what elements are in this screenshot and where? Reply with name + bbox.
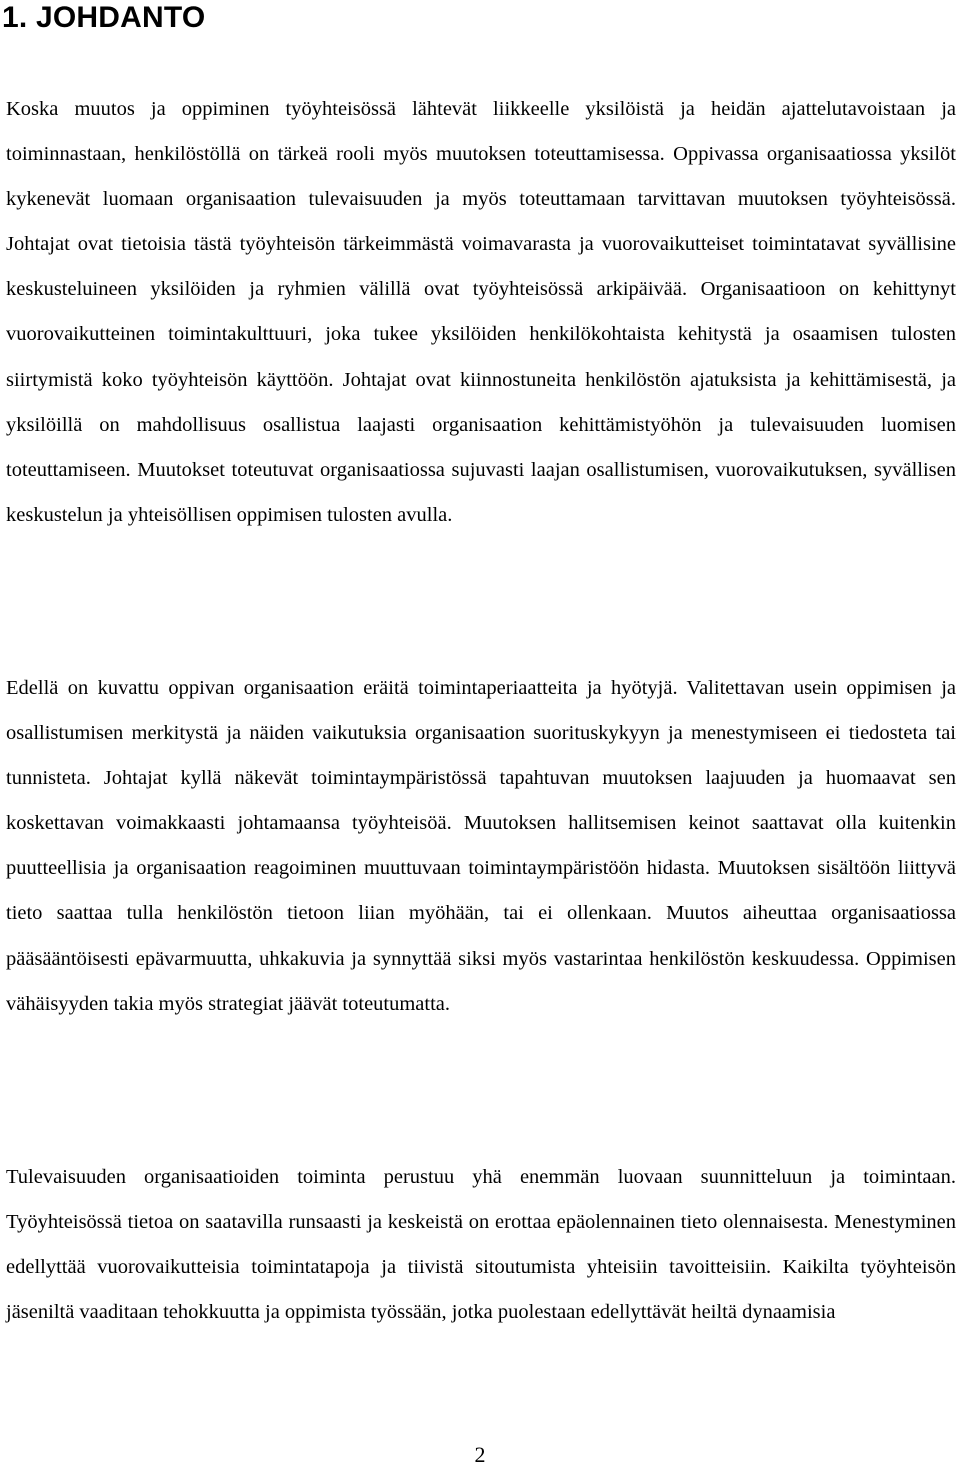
paragraph-1: Koska muutos ja oppiminen työyhteisössä lähtevät liikkeelle yksilöistä ja heidän ajattelutavoistaan ja toiminnastaan, henkilöstöllä on tärkeä rooli myös muutoksen toteuttamisessa. Oppivassa organisaatiossa yksilöt kykenevät luomaan organisaation tulevaisuuden ja myös toteuttamaan tarvittavan muutoksen työyhteisössä. Johtajat ovat tietoisia tästä työyhteisön tärkeimmästä voimavarasta ja vuorovaikutteiset toimintatavat syvällisine keskusteluineen yksilöiden ja ryhmien välillä ovat työyhteisössä arkipäivää. Organisaatioon on kehittynyt vuorovaikutteinen toimintakulttuuri, joka tukee yksilöiden henkilökohtaista kehitystä ja osaamisen tulosten siirtymistä koko työyhteisön käyttöön. Johtajat ovat kiinnostuneita henkilöstön ajatuksista ja kehittämisestä, ja yksilöillä on mahdollisuus osallistua laajasti organisaation kehittämistyöhön ja tulevaisuuden luomisen toteuttamiseen. Muutokset toteutuvat organisaatiossa sujuvasti laajan osallistumisen, vuorovaikutuksen, syvällisen keskustelun ja yhteisöllisen oppimisen tulosten avulla. <box>6 98 956 526</box>
paragraph-3: Tulevaisuuden organisaatioiden toiminta perustuu yhä enemmän luovaan suunnitteluun ja toimintaan. Työyhteisössä tietoa on saatavilla runsaasti ja keskeistä on erottaa epäolennainen tieto olennaisesta. Menestyminen edellyttää vuorovaikutteisia toimintatapoja ja tiivistä sitoutumista yhteisiin tavoitteisiin. Kaikilta työyhteisön jäseniltä vaaditaan tehokkuutta ja oppimista työssään, jotka puolestaan edellyttävät heiltä dynaamisia <box>6 1166 956 1324</box>
chapter-heading: 1. JOHDANTO <box>2 1 206 34</box>
page-number: 2 <box>474 1442 486 1467</box>
paragraph-2: Edellä on kuvattu oppivan organisaation eräitä toimintaperiaatteita ja hyötyjä. Valitettavan usein oppimisen ja osallistumisen merkitystä ja näiden vaikutuksia organisaation suorituskykyyn ja menestymiseen ei tiedosteta tai tunnisteta. Johtajat kyllä näkevät toimintaympäristössä tapahtuvan muutoksen laajuuden ja huomaavat sen koskettavan voimakkaasti johtamaansa työyhteisöä. Muutoksen hallitsemisen keinot saattavat olla kuitenkin puutteellisia ja organisaation reagoiminen muuttuvaan toimintaympäristöön hidasta. Muutoksen sisältöön liittyvä tieto saattaa tulla henkilöstön tietoon liian myöhään, tai ei ollenkaan. Muutos aiheuttaa organisaatiossa pääsääntöisesti epävarmuutta, uhkakuvia ja synnyttää siksi myös vastarintaa henkilöstön keskuudessa. Oppimisen vähäisyyden takia myös strategiat jäävät toteutumatta. <box>6 677 956 1015</box>
